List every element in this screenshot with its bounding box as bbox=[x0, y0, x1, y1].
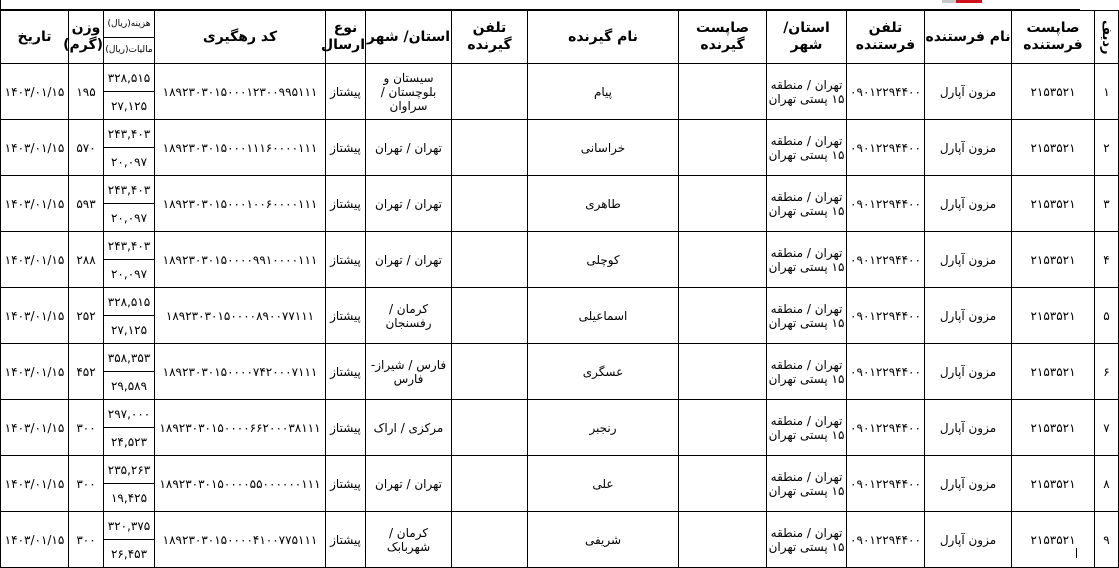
sender-city: تهران / منطقه ۱۵ پستی تهران bbox=[767, 456, 847, 512]
sender-name: مزون آپارل bbox=[925, 512, 1012, 568]
cost-value: ۲۴۳,۴۰۳ bbox=[104, 232, 154, 260]
cost-tax-cell bbox=[104, 64, 155, 120]
weight-value: ۲۵۲ bbox=[69, 288, 104, 344]
receiver-code bbox=[679, 288, 767, 344]
sender-city: تهران / منطقه ۱۵ پستی تهران bbox=[767, 176, 847, 232]
weight-value: ۵۷۰ bbox=[69, 120, 104, 176]
sender-phone: ۰۹۰۱۲۲۹۴۴۰۰ bbox=[847, 288, 925, 344]
send-type: پیشتاز bbox=[326, 64, 366, 120]
date-value: ۱۴۰۳/۰۱/۱۵ bbox=[1, 456, 69, 512]
cost-tax-cell bbox=[104, 456, 155, 512]
receiver-city: تهران / تهران bbox=[366, 176, 452, 232]
table-row bbox=[1, 344, 1119, 400]
receiver-code bbox=[679, 344, 767, 400]
weight-value: ۴۵۲ bbox=[69, 344, 104, 400]
receiver-city: کرمان / رفسنجان bbox=[366, 288, 452, 344]
receiver-code bbox=[679, 120, 767, 176]
sender-phone: ۰۹۰۱۲۲۹۴۴۰۰ bbox=[847, 120, 925, 176]
cost-tax-cell bbox=[104, 288, 155, 344]
row-no: ۴ bbox=[1095, 232, 1119, 288]
receiver-name: طاهری bbox=[528, 176, 679, 232]
header-sender-name: نام فرستنده bbox=[925, 11, 1012, 64]
header-weight: وزن (گرم) bbox=[69, 11, 104, 64]
header-cost-tax bbox=[104, 11, 155, 64]
send-type: پیشتاز bbox=[326, 512, 366, 568]
sender-name: مزون آپارل bbox=[925, 232, 1012, 288]
header-sender-phone: تلفن فرستنده bbox=[847, 11, 925, 64]
sender-phone: ۰۹۰۱۲۲۹۴۴۰۰ bbox=[847, 344, 925, 400]
table-row bbox=[1, 400, 1119, 456]
tracking-code: ۱۸۹۲۳۰۳۰۱۵۰۰۰۰۶۶۲۰۰۰۳۸۱۱۱ bbox=[155, 400, 326, 456]
send-type: پیشتاز bbox=[326, 400, 366, 456]
receiver-city: تهران / تهران bbox=[366, 456, 452, 512]
receiver-phone bbox=[452, 64, 528, 120]
receiver-code bbox=[679, 176, 767, 232]
sender-city: تهران / منطقه ۱۵ پستی تهران bbox=[767, 288, 847, 344]
receiver-phone bbox=[452, 344, 528, 400]
header-receiver-city: استان/ شهر bbox=[366, 11, 452, 64]
cost-tax-cell bbox=[104, 400, 155, 456]
tax-value: ۲۰,۰۹۷ bbox=[110, 210, 148, 225]
sender-city: تهران / منطقه ۱۵ پستی تهران bbox=[767, 512, 847, 568]
weight-value: ۳۰۰ bbox=[69, 456, 104, 512]
sender-code: ۲۱۵۳۵۲۱ bbox=[1012, 512, 1095, 568]
receiver-name: خراسانی bbox=[528, 120, 679, 176]
header-send-type: نوع ارسال bbox=[326, 11, 366, 64]
date-value: ۱۴۰۳/۰۱/۱۵ bbox=[1, 512, 69, 568]
sender-city: تهران / منطقه ۱۵ پستی تهران bbox=[767, 400, 847, 456]
header-tax: مالیات(ریال) bbox=[105, 45, 153, 56]
sender-name: مزون آپارل bbox=[925, 120, 1012, 176]
sender-code: ۲۱۵۳۵۲۱ bbox=[1012, 64, 1095, 120]
receiver-name: کوچلی bbox=[528, 232, 679, 288]
receiver-phone bbox=[452, 456, 528, 512]
tracking-code: ۱۸۹۲۳۰۳۰۱۵۰۰۰۰۵۵۰۰۰۰۰۰۱۱۱ bbox=[155, 456, 326, 512]
receiver-city: تهران / تهران bbox=[366, 232, 452, 288]
sender-code: ۲۱۵۳۵۲۱ bbox=[1012, 344, 1095, 400]
row-no: ۳ bbox=[1095, 176, 1119, 232]
tax-value: ۲۶,۴۵۳ bbox=[110, 546, 148, 561]
receiver-code bbox=[679, 64, 767, 120]
sender-code: ۲۱۵۳۵۲۱ bbox=[1012, 400, 1095, 456]
date-value: ۱۴۰۳/۰۱/۱۵ bbox=[1, 232, 69, 288]
cost-tax-cell bbox=[104, 176, 155, 232]
weight-value: ۳۰۰ bbox=[69, 400, 104, 456]
row-no: ۷ bbox=[1095, 400, 1119, 456]
tracking-code: ۱۸۹۲۳۰۳۰۱۵۰۰۰۰۹۹۱۰۰۰۰۱۱۱ bbox=[155, 232, 326, 288]
send-type: پیشتاز bbox=[326, 120, 366, 176]
receiver-city: سیستان و بلوچستان / سراوان bbox=[366, 64, 452, 120]
weight-value: ۵۹۳ bbox=[69, 176, 104, 232]
top-strip bbox=[0, 0, 1080, 10]
receiver-phone bbox=[452, 288, 528, 344]
row-no: ۲ bbox=[1095, 120, 1119, 176]
receiver-phone bbox=[452, 120, 528, 176]
row-no: ۵ bbox=[1095, 288, 1119, 344]
sender-city: تهران / منطقه ۱۵ پستی تهران bbox=[767, 232, 847, 288]
receiver-city: تهران / تهران bbox=[366, 120, 452, 176]
header-receiver-code: صاپست گیرنده bbox=[679, 11, 767, 64]
header-sender-city: استان/ شهر bbox=[767, 11, 847, 64]
cost-tax-cell bbox=[104, 232, 155, 288]
cost-tax-cell bbox=[104, 120, 155, 176]
tax-value: ۲۷,۱۲۵ bbox=[110, 98, 148, 113]
receiver-phone bbox=[452, 512, 528, 568]
header-receiver-phone: تلفن گیرنده bbox=[452, 11, 528, 64]
row-no: ۱ bbox=[1095, 64, 1119, 120]
receiver-city: کرمان / شهربابک bbox=[366, 512, 452, 568]
tax-value: ۲۴,۵۲۳ bbox=[110, 434, 148, 449]
tracking-code: ۱۸۹۲۳۰۳۰۱۵۰۰۰۰۷۴۲۰۰۰۷۱۱۱ bbox=[155, 344, 326, 400]
date-value: ۱۴۰۳/۰۱/۱۵ bbox=[1, 288, 69, 344]
cost-value: ۲۴۳,۴۰۳ bbox=[104, 176, 154, 204]
row-no: ۹ bbox=[1095, 512, 1119, 568]
table-row bbox=[1, 176, 1119, 232]
sender-phone: ۰۹۰۱۲۲۹۴۴۰۰ bbox=[847, 512, 925, 568]
table-row bbox=[1, 120, 1119, 176]
receiver-phone bbox=[452, 232, 528, 288]
sender-code: ۲۱۵۳۵۲۱ bbox=[1012, 120, 1095, 176]
sender-phone: ۰۹۰۱۲۲۹۴۴۰۰ bbox=[847, 400, 925, 456]
receiver-code bbox=[679, 400, 767, 456]
bottom-strip bbox=[0, 548, 1077, 558]
date-value: ۱۴۰۳/۰۱/۱۵ bbox=[1, 176, 69, 232]
send-type: پیشتاز bbox=[326, 288, 366, 344]
receiver-name: شریفی bbox=[528, 512, 679, 568]
tax-value: ۲۹,۵۸۹ bbox=[110, 378, 148, 393]
receiver-name: اسماعیلی bbox=[528, 288, 679, 344]
shipments-table bbox=[0, 10, 1119, 568]
sender-city: تهران / منطقه ۱۵ پستی تهران bbox=[767, 64, 847, 120]
sender-name: مزون آپارل bbox=[925, 400, 1012, 456]
sender-phone: ۰۹۰۱۲۲۹۴۴۰۰ bbox=[847, 456, 925, 512]
sender-code: ۲۱۵۳۵۲۱ bbox=[1012, 288, 1095, 344]
receiver-code bbox=[679, 232, 767, 288]
send-type: پیشتاز bbox=[326, 232, 366, 288]
date-value: ۱۴۰۳/۰۱/۱۵ bbox=[1, 400, 69, 456]
receiver-code bbox=[679, 456, 767, 512]
send-type: پیشتاز bbox=[326, 344, 366, 400]
header-row-no: ردیف bbox=[1095, 11, 1119, 64]
header-cost: هزینه(ریال) bbox=[104, 11, 154, 38]
header-row bbox=[1, 11, 1119, 64]
row-no: ۶ bbox=[1095, 344, 1119, 400]
sender-city: تهران / منطقه ۱۵ پستی تهران bbox=[767, 120, 847, 176]
header-tracking: کد رهگیری bbox=[155, 11, 326, 64]
send-type: پیشتاز bbox=[326, 176, 366, 232]
sender-code: ۲۱۵۳۵۲۱ bbox=[1012, 176, 1095, 232]
date-value: ۱۴۰۳/۰۱/۱۵ bbox=[1, 64, 69, 120]
sender-name: مزون آپارل bbox=[925, 176, 1012, 232]
cost-value: ۲۳۵,۲۶۳ bbox=[104, 456, 154, 484]
cost-tax-cell bbox=[104, 344, 155, 400]
header-sender-code: صاپست فرستنده bbox=[1012, 11, 1095, 64]
tracking-code: ۱۸۹۲۳۰۳۰۱۵۰۰۰۰۴۱۰۰۷۷۵۱۱۱ bbox=[155, 512, 326, 568]
table-row bbox=[1, 232, 1119, 288]
date-value: ۱۴۰۳/۰۱/۱۵ bbox=[1, 120, 69, 176]
receiver-phone bbox=[452, 400, 528, 456]
table-row bbox=[1, 512, 1119, 568]
tax-value: ۱۹,۴۲۵ bbox=[110, 490, 148, 505]
receiver-name: پیام bbox=[528, 64, 679, 120]
sender-phone: ۰۹۰۱۲۲۹۴۴۰۰ bbox=[847, 64, 925, 120]
cost-value: ۳۵۸,۳۵۳ bbox=[104, 344, 154, 372]
cost-value: ۳۲۰,۳۷۵ bbox=[104, 512, 154, 540]
sender-name: مزون آپارل bbox=[925, 288, 1012, 344]
tracking-code: ۱۸۹۲۳۰۳۰۱۵۰۰۰۱۱۱۶۰۰۰۰۱۱۱ bbox=[155, 120, 326, 176]
cost-value: ۳۲۸,۵۱۵ bbox=[104, 288, 154, 316]
receiver-city: فارس / شیراز-فارس bbox=[366, 344, 452, 400]
table-row bbox=[1, 456, 1119, 512]
receiver-name: رنجبر bbox=[528, 400, 679, 456]
tracking-code: ۱۸۹۲۳۰۳۰۱۵۰۰۰۱۰۰۶۰۰۰۰۱۱۱ bbox=[155, 176, 326, 232]
sender-phone: ۰۹۰۱۲۲۹۴۴۰۰ bbox=[847, 232, 925, 288]
sender-name: مزون آپارل bbox=[925, 344, 1012, 400]
cost-value: ۲۹۷,۰۰۰ bbox=[104, 400, 154, 428]
sender-name: مزون آپارل bbox=[925, 64, 1012, 120]
cost-value: ۲۴۳,۴۰۳ bbox=[104, 120, 154, 148]
tracking-code: ۱۸۹۲۳۰۳۰۱۵۰۰۰۱۲۳۰۰۹۹۵۱۱۱ bbox=[155, 64, 326, 120]
sender-phone: ۰۹۰۱۲۲۹۴۴۰۰ bbox=[847, 176, 925, 232]
weight-value: ۲۸۸ bbox=[69, 232, 104, 288]
send-type: پیشتاز bbox=[326, 456, 366, 512]
receiver-code bbox=[679, 512, 767, 568]
cost-tax-cell bbox=[104, 512, 155, 568]
header-receiver-name: نام گیرنده bbox=[528, 11, 679, 64]
tax-value: ۲۰,۰۹۷ bbox=[110, 154, 148, 169]
weight-value: ۱۹۵ bbox=[69, 64, 104, 120]
weight-value: ۳۰۰ bbox=[69, 512, 104, 568]
receiver-city: مرکزی / اراک bbox=[366, 400, 452, 456]
table-row bbox=[1, 64, 1119, 120]
cost-value: ۳۲۸,۵۱۵ bbox=[104, 64, 154, 92]
sender-city: تهران / منطقه ۱۵ پستی تهران bbox=[767, 344, 847, 400]
receiver-name: علی bbox=[528, 456, 679, 512]
date-value: ۱۴۰۳/۰۱/۱۵ bbox=[1, 344, 69, 400]
row-no: ۸ bbox=[1095, 456, 1119, 512]
sender-code: ۲۱۵۳۵۲۱ bbox=[1012, 232, 1095, 288]
sender-code: ۲۱۵۳۵۲۱ bbox=[1012, 456, 1095, 512]
tax-value: ۲۷,۱۲۵ bbox=[110, 322, 148, 337]
table-row bbox=[1, 288, 1119, 344]
header-date: تاریخ bbox=[1, 11, 69, 64]
tracking-code: ۱۸۹۲۳۰۳۰۱۵۰۰۰۰۸۹۰۰۷۷۱۱۱ bbox=[155, 288, 326, 344]
logo-icon bbox=[942, 0, 984, 4]
sender-name: مزون آپارل bbox=[925, 456, 1012, 512]
receiver-name: عسگری bbox=[528, 344, 679, 400]
tax-value: ۲۰,۰۹۷ bbox=[110, 266, 148, 281]
receiver-phone bbox=[452, 176, 528, 232]
